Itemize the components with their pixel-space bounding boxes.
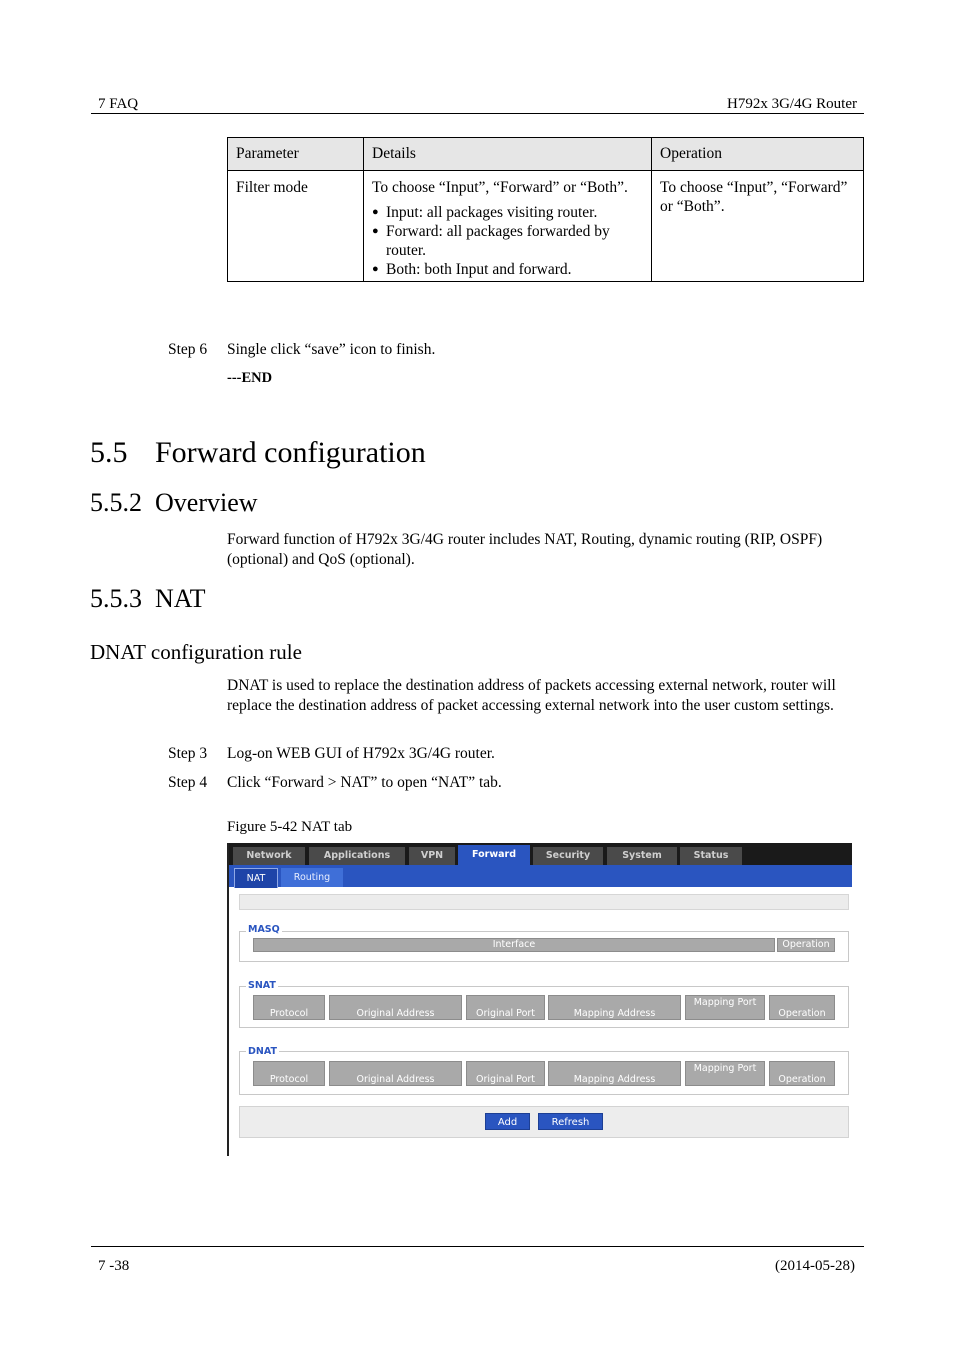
refresh-button[interactable]: Refresh <box>538 1113 603 1130</box>
table-header-operation: Operation <box>652 138 864 171</box>
subtab-nat[interactable]: NAT <box>234 868 278 888</box>
tab-system[interactable]: System <box>607 847 677 865</box>
step4-text: Click “Forward > NAT” to open “NAT” tab. <box>227 774 502 791</box>
dnat-col-protocol: Protocol <box>253 1061 325 1086</box>
step3-label: Step 3 <box>168 745 208 762</box>
header-chapter: 7 FAQ <box>98 96 139 112</box>
masq-col-operation: Operation <box>777 938 835 952</box>
section-number: 5.5.2 <box>90 488 142 517</box>
snat-col-operation: Operation <box>769 995 835 1020</box>
toolbar-strip <box>239 894 849 910</box>
cell-operation: To choose “Input”, “Forward” or “Both”. <box>652 171 864 282</box>
dnat-legend: DNAT <box>248 1046 277 1057</box>
table-row <box>228 171 864 282</box>
table-header-parameter: Parameter <box>228 138 364 171</box>
tab-applications[interactable]: Applications <box>309 847 405 865</box>
tab-forward[interactable]: Forward <box>458 845 530 865</box>
screenshot-left-border <box>227 843 229 1156</box>
nat-tab-screenshot <box>227 843 852 1156</box>
end-marker: ---END <box>227 370 273 386</box>
footer-rule <box>91 1246 864 1247</box>
dnat-heading: DNAT configuration rule <box>90 640 302 664</box>
snat-col-original-address: Original Address <box>329 995 462 1020</box>
section-5-5-heading <box>90 436 426 470</box>
overview-paragraph: Forward function of H792x 3G/4G router includes NAT, Routing, dynamic routing (RIP, OSPF) (optional) and QoS (optional). <box>227 531 823 568</box>
dnat-col-original-port: Original Port <box>466 1061 545 1086</box>
tab-status[interactable]: Status <box>680 847 742 865</box>
section-title: Overview <box>155 488 258 517</box>
button-row <box>239 1106 849 1138</box>
footer-date: (2014-05-28) <box>775 1258 855 1274</box>
dnat-paragraph: DNAT is used to replace the destination address of packets accessing external network, router will replace the destination address of packet accessing external network into the user custom settings. <box>227 677 836 714</box>
snat-col-mapping-address: Mapping Address <box>548 995 681 1020</box>
snat-col-original-port: Original Port <box>466 995 545 1020</box>
step3-text: Log-on WEB GUI of H792x 3G/4G router. <box>227 745 495 762</box>
step6-label: Step 6 <box>168 341 208 358</box>
section-number: 5.5.3 <box>90 584 142 613</box>
header-rule <box>91 113 864 114</box>
tab-network[interactable]: Network <box>233 847 305 865</box>
footer-page-number: 7 -38 <box>98 1258 130 1274</box>
tab-vpn[interactable]: VPN <box>409 847 455 865</box>
cell-parameter: Filter mode <box>228 171 364 282</box>
dnat-col-operation: Operation <box>769 1061 835 1086</box>
dnat-col-mapping-port: Mapping Port <box>685 1061 765 1086</box>
bullet-both: ● Both: both Input and forward. <box>372 260 643 279</box>
section-title: Forward configuration <box>155 436 426 469</box>
bullet-forward: ● Forward: all packages forwarded by router. <box>372 222 643 260</box>
dnat-col-original-address: Original Address <box>329 1061 462 1086</box>
cell-details <box>364 171 652 282</box>
section-5-5-3-heading <box>90 584 206 614</box>
main-tab-bar <box>229 843 852 865</box>
masq-legend: MASQ <box>248 924 280 935</box>
snat-legend: SNAT <box>248 980 276 991</box>
details-intro: To choose “Input”, “Forward” or “Both”. <box>372 179 628 196</box>
details-bullet-list <box>372 203 643 279</box>
dnat-col-mapping-address: Mapping Address <box>548 1061 681 1086</box>
parameter-table <box>227 137 864 282</box>
tab-security[interactable]: Security <box>533 847 603 865</box>
section-number: 5.5 <box>90 436 128 469</box>
section-title: NAT <box>155 584 206 613</box>
table-header-details: Details <box>364 138 652 171</box>
header-product: H792x 3G/4G Router <box>727 96 857 112</box>
masq-col-interface: Interface <box>253 938 775 952</box>
sub-tab-bar <box>229 865 852 887</box>
step4-label: Step 4 <box>168 774 208 791</box>
subtab-routing[interactable]: Routing <box>281 868 343 887</box>
section-5-5-2-heading <box>90 488 258 518</box>
snat-col-protocol: Protocol <box>253 995 325 1020</box>
snat-col-mapping-port: Mapping Port <box>685 995 765 1020</box>
add-button[interactable]: Add <box>485 1113 530 1130</box>
bullet-input: ● Input: all packages visiting router. <box>372 203 643 222</box>
figure-caption: Figure 5-42 NAT tab <box>227 819 353 835</box>
step6-text: Single click “save” icon to finish. <box>227 341 436 358</box>
